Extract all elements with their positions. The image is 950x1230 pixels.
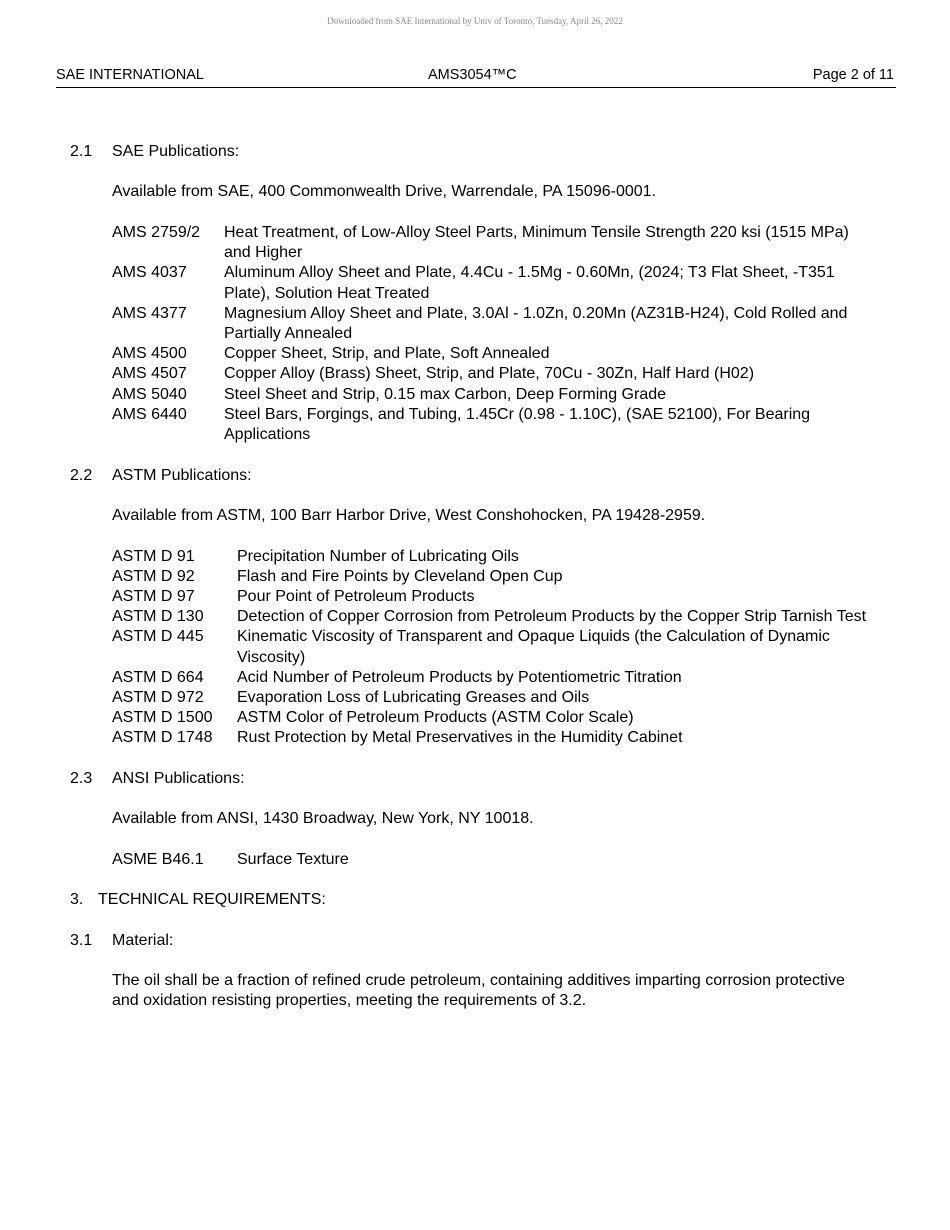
reference-row bbox=[0, 688, 877, 708]
material-paragraph: The oil shall be a fraction of refined crude petroleum, containing additives imparting corrosion protective and oxidation resisting properties, meeting the requirements of 3.2. bbox=[112, 972, 845, 1010]
reference-title: Rust Protection by Metal Preservatives in the Humidity Cabinet bbox=[237, 729, 683, 747]
section-number: 3.1 bbox=[70, 931, 93, 949]
section-2-3-heading bbox=[0, 769, 950, 789]
reference-row bbox=[0, 728, 877, 748]
reference-code: AMS 4500 bbox=[112, 345, 187, 363]
sae-reference-list bbox=[0, 223, 950, 445]
reference-title: Acid Number of Petroleum Products by Potentiometric Titration bbox=[237, 668, 682, 686]
reference-row bbox=[0, 344, 874, 364]
header-doc-id: AMS3054™C bbox=[428, 67, 517, 83]
reference-title: Flash and Fire Points by Cleveland Open Cup bbox=[237, 567, 563, 585]
section-title: TECHNICAL REQUIREMENTS: bbox=[98, 891, 326, 909]
reference-code: ASTM D 445 bbox=[112, 628, 204, 646]
reference-title: Magnesium Alloy Sheet and Plate, 3.0Al - 1.0Zn, 0.20Mn (AZ31B-H24), Cold Rolled and Partially Annealed bbox=[224, 304, 848, 342]
reference-code: ASTM D 91 bbox=[112, 547, 195, 565]
reference-code: ASTM D 1748 bbox=[112, 729, 213, 747]
header-page-number: Page 2 of 11 bbox=[812, 67, 894, 83]
reference-title: Steel Bars, Forgings, and Tubing, 1.45Cr (0.98 - 1.10C), (SAE 52100), For Bearing Applications bbox=[224, 405, 811, 444]
section-title: ANSI Publications: bbox=[112, 769, 245, 787]
reference-code: ASTM D 1500 bbox=[112, 709, 213, 727]
reference-title: Detection of Copper Corrosion from Petroleum Products by the Copper Strip Tarnish Test bbox=[237, 608, 867, 626]
section-number: 2.3 bbox=[70, 769, 93, 787]
section-3-heading bbox=[0, 890, 950, 910]
reference-title: ASTM Color of Petroleum Products (ASTM Color Scale) bbox=[237, 709, 634, 727]
reference-row bbox=[0, 547, 877, 567]
reference-code: ASTM D 664 bbox=[112, 668, 204, 686]
astm-reference-list bbox=[0, 547, 950, 749]
reference-title: Precipitation Number of Lubricating Oils bbox=[237, 547, 519, 565]
reference-title: Copper Sheet, Strip, and Plate, Soft Annealed bbox=[224, 345, 550, 363]
reference-row bbox=[0, 304, 874, 344]
download-watermark: Downloaded from SAE International by Univ of Toronto, Tuesday, April 26, 2022 bbox=[327, 16, 623, 26]
reference-code: ASTM D 92 bbox=[112, 567, 195, 585]
document-body bbox=[0, 142, 950, 1012]
reference-row bbox=[0, 708, 877, 728]
reference-code: ASTM D 130 bbox=[112, 608, 204, 626]
section-3-1-heading bbox=[0, 931, 950, 951]
reference-title: Heat Treatment, of Low-Alloy Steel Parts, Minimum Tensile Strength 220 ksi (1515 MPa) and Higher bbox=[224, 223, 849, 262]
section-number: 2.2 bbox=[70, 466, 93, 484]
reference-row bbox=[0, 627, 877, 667]
reference-code: AMS 4037 bbox=[112, 264, 187, 282]
section-2-2-heading bbox=[0, 466, 950, 486]
reference-title: Kinematic Viscosity of Transparent and Opaque Liquids (the Calculation of Dynamic Viscosity) bbox=[237, 628, 830, 666]
section-title: Material: bbox=[112, 931, 174, 949]
reference-row bbox=[0, 223, 874, 263]
section-title: ASTM Publications: bbox=[112, 466, 252, 484]
ansi-availability: Available from ANSI, 1430 Broadway, New York, NY 10018. bbox=[112, 810, 534, 828]
reference-title: Aluminum Alloy Sheet and Plate, 4.4Cu - 1.5Mg - 0.60Mn, (2024; T3 Flat Sheet, -T351 Plate), Solution Heat Treated bbox=[224, 264, 835, 302]
reference-code: AMS 6440 bbox=[112, 405, 187, 423]
reference-title: Copper Alloy (Brass) Sheet, Strip, and Plate, 70Cu - 30Zn, Half Hard (H02) bbox=[224, 365, 755, 383]
reference-row bbox=[0, 405, 874, 445]
reference-code: ASTM D 972 bbox=[112, 688, 204, 706]
reference-code: AMS 4507 bbox=[112, 365, 187, 383]
reference-row bbox=[0, 587, 877, 607]
section-title: SAE Publications: bbox=[112, 143, 240, 160]
reference-row bbox=[0, 668, 877, 688]
reference-row bbox=[0, 567, 877, 587]
section-number: 3. bbox=[70, 891, 84, 909]
reference-row bbox=[0, 385, 874, 405]
reference-code: ASME B46.1 bbox=[112, 850, 204, 868]
reference-code: AMS 2759/2 bbox=[112, 223, 201, 241]
reference-code: AMS 5040 bbox=[112, 385, 187, 403]
page-header bbox=[56, 67, 896, 88]
header-org: SAE INTERNATIONAL bbox=[56, 67, 204, 83]
reference-row bbox=[0, 607, 877, 627]
reference-code: AMS 4377 bbox=[112, 304, 187, 322]
reference-title: Surface Texture bbox=[237, 850, 349, 868]
reference-row bbox=[0, 263, 874, 303]
reference-code: ASTM D 97 bbox=[112, 587, 195, 605]
reference-title: Steel Sheet and Strip, 0.15 max Carbon, Deep Forming Grade bbox=[224, 385, 667, 403]
ansi-reference-list bbox=[0, 850, 950, 870]
reference-row bbox=[0, 850, 877, 870]
reference-title: Pour Point of Petroleum Products bbox=[237, 587, 475, 605]
reference-row bbox=[0, 364, 874, 384]
astm-availability: Available from ASTM, 100 Barr Harbor Drive, West Conshohocken, PA 19428-2959. bbox=[112, 507, 706, 524]
section-2-1-heading bbox=[0, 142, 950, 162]
sae-availability: Available from SAE, 400 Commonwealth Drive, Warrendale, PA 15096-0001. bbox=[112, 183, 656, 201]
reference-title: Evaporation Loss of Lubricating Greases and Oils bbox=[237, 688, 590, 706]
section-number: 2.1 bbox=[70, 143, 93, 160]
